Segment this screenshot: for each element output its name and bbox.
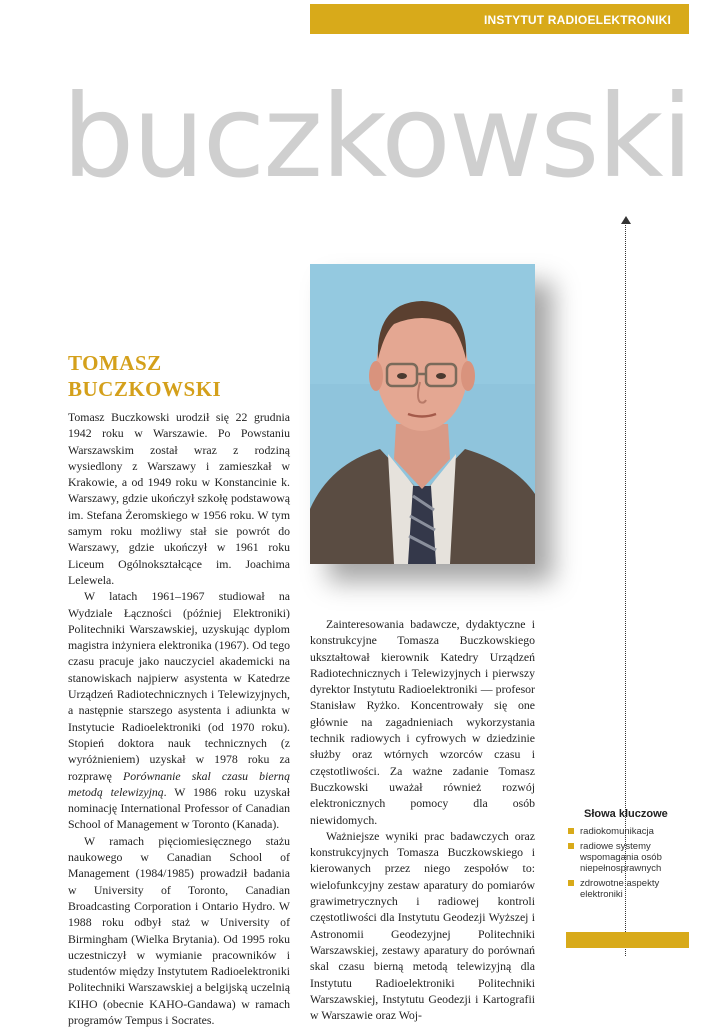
person-first-name: TOMASZ (68, 351, 162, 375)
bio-paragraph-4: Zainteresowania badawcze, dydaktyczne i konstrukcyjne Tomasza Buczkowskiego ukształtował kierownik Katedry Urządzeń Radiotechnicznych i Telewizyjnych i pierwszy dyrektor Instytutu Radioelektroniki — profesor Stanisław Ryżko. Koncentrowały się one głównie na zagadnieniach wykorzystania technik radiowych i cyfrowych w dziedzinie służby oraz wtórnych wzorców czasu i częstotliwości. Za ważne zadanie Tomasz Buczkowski uważał również rozwój elektronicznych pomocy dla osób niewidomych. (310, 617, 535, 827)
keywords-title: Słowa kluczowe (584, 808, 668, 820)
keyword-item (566, 841, 688, 874)
biography-column-1 (68, 409, 290, 1028)
institute-label: INSTYTUT RADIOELEKTRONIKI (484, 13, 671, 27)
person-name (68, 350, 221, 402)
square-bullet-icon (568, 828, 574, 834)
keyword-text: radiokomunikacja (580, 826, 654, 837)
portrait-photo (310, 264, 535, 564)
keyword-text: zdrowotne aspekty elektroniki (580, 878, 660, 900)
keyword-item (566, 826, 688, 837)
arrow-up-icon (621, 216, 631, 224)
keywords-list (566, 826, 688, 900)
keywords-box (566, 808, 688, 904)
keyword-item (566, 878, 688, 900)
portrait-illustration (310, 264, 535, 564)
bio-paragraph-2-text-a: W latach 1961–1967 studiował na Wydziale Łączności (później Elektroniki) Politechniki Warszawskiej, uzyskując dyplom magistra inżyniera elektronika (1967). Od tego czasu pracuje jako nauczyciel akademicki na stanowiskach najpierw asystenta w Katedrze Urządzeń Radiotechnicznych i Telewizyjnych, a następnie starszego asystenta i adiunkta w Instytucie Radioelektroniki (od 1970 roku). Stopień doktora nauk technicznych (z wyróżnieniem) uzyskał w 1978 roku za rozprawę (68, 589, 290, 783)
keyword-text: radiowe systemy wspomagania osób niepełnosprawnych (580, 841, 662, 874)
bio-paragraph-1: Tomasz Buczkowski urodził się 22 grudnia 1942 roku w Warszawie. Po Powstaniu Warszawskim został wraz z rodziną wysiedlony z Warszawy i zamieszkał w Krakowie, a od 1949 roku w Konstancinie k. Warszawy, gdzie ukończył szkołę podstawową im. Stefana Żeromskiego w 1956 roku. W tym samym roku możliwy stał sie powrót do Warszawy, gdzie ukończył w 1961 roku Liceum Ogólnokształcące im. Joachima Lelewela. (68, 410, 290, 587)
square-bullet-icon (568, 843, 574, 849)
bio-paragraph-3: W ramach pięciomiesięcznego stażu naukowego w Canadian School of Management (1984/1985) prowadził badania w University of Toronto, Canadian Broadcasting Corporation i Ontario Hydro. W 1988 roku odbył staż w University of Birmingham (Wielka Brytania). Od 1995 roku uczestniczył w wymianie pracowników i studentów między Instytutem Radioelektroniki Politechniki Warszawskiej a belgijską uczelnią KIHO (obecnie KAHO-Gandawa) w ramach programów Tempus i Socrates. (68, 833, 290, 1027)
square-bullet-icon (568, 880, 574, 886)
footer-accent-bar (566, 932, 689, 948)
bio-paragraph-2 (68, 588, 290, 832)
thesis-title: Porównanie skal czasu bierną metodą telewizyjną (68, 768, 290, 799)
biography-column-2 (310, 616, 535, 1023)
person-last-name: BUCZKOWSKI (68, 377, 222, 401)
large-surname: buczkowski (62, 70, 692, 203)
bio-paragraph-2-text-b: . W 1986 roku uzyskał nominację International Professor of Canadian School of Management w Toronto (Kanada). (68, 784, 290, 832)
bio-paragraph-5: Ważniejsze wyniki prac badawczych oraz konstrukcyjnych Tomasza Buczkowskiego i kierowanych przez niego zespołów to: wielofunkcyjny zestaw aparatury do pomiarów grawimetrycznych i radiowej kontroli częstotliwości dla Instytutu Geodezji Wyższej i Astronomii Geodezyjnej Politechniki Warszawskiej, zestawy aparatury do porównań skal czasu bierną metodą telewizyjną dla Instytutu Radioelektroniki Politechniki Warszawskiej, Instytutu Geodezji i Kartografii w Warszawie oraz Woj- (310, 828, 535, 1023)
header-bar (310, 4, 689, 34)
